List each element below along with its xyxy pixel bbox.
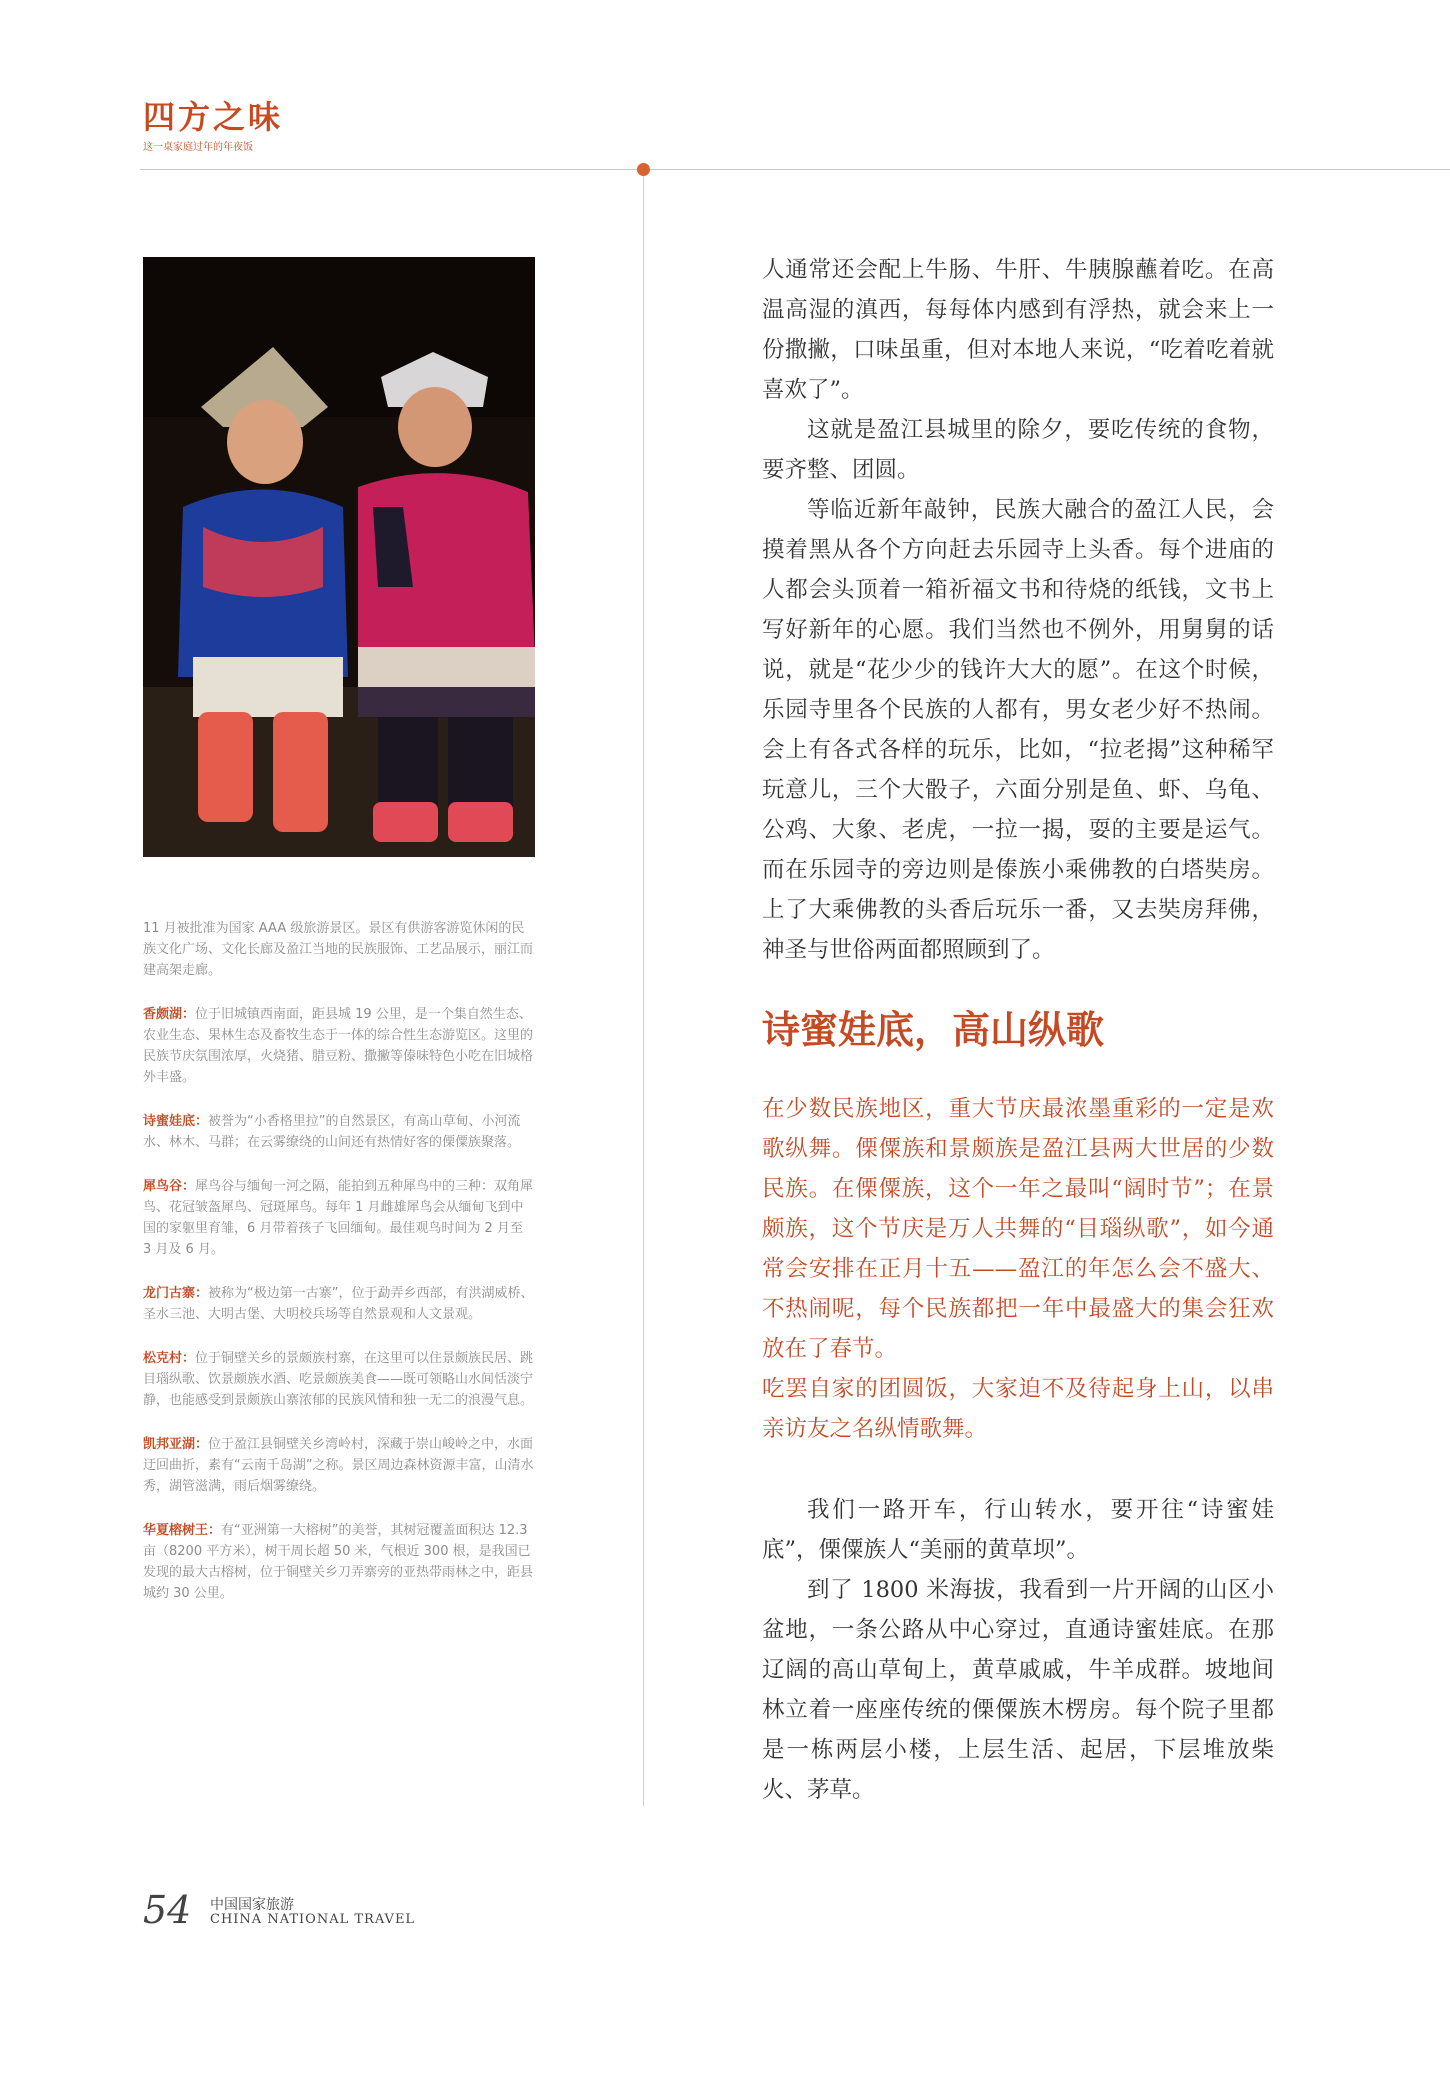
sidebar-entry — [143, 1176, 535, 1260]
entry-term: 华夏榕树王： — [143, 1523, 222, 1538]
children-photo — [143, 257, 535, 857]
article-body-top — [762, 250, 1274, 970]
entry-text: 位于旧城镇西南面，距县城 19 公里，是一个集自然生态、农业生态、果林生态及畜牧生态于一体的综合性生态游览区。这里的民族节庆氛围浓厚，火烧猪、腊豆粉、撒撇等傣味特色小吃在旧城格外丰盛。 — [143, 1007, 534, 1085]
entry-text: 位于铜壁关乡的景颇族村寨，在这里可以住景颇族民居、跳目瑙纵歌、饮景颇族水酒、吃景颇族美食——既可领略山水间恬淡宁静，也能感受到景颇族山寨浓郁的民族风情和独一无二的浪漫气息。 — [143, 1351, 534, 1408]
entry-text: 有“亚洲第一大榕树”的美誉，其树冠覆盖面积达 12.3 亩（8200 平方米），树干周长超 50 米，气根近 300 根，是我国已发现的最大古榕树，位于铜壁关乡刀弄寨旁的亚热带雨林之中，距县城约 30 公里。 — [143, 1523, 534, 1601]
body-paragraph: 人通常还会配上牛肠、牛肝、牛胰腺蘸着吃。在高温高湿的滇西，每每体内感到有浮热，就会来上一份撒撇，口味虽重，但对本地人来说，“吃着吃着就喜欢了”。 — [762, 257, 1274, 403]
article-body-bottom — [762, 1490, 1274, 1810]
entry-text: 被称为“极边第一古寨”，位于勐弄乡西部，有洪湖威桥、圣水三池、大明古堡、大明校兵场等自然景观和人文景观。 — [143, 1286, 534, 1322]
magazine-section-logo — [143, 98, 303, 153]
sidebar-entry — [143, 1004, 535, 1088]
divider-dot — [637, 163, 650, 176]
sidebar-entry — [143, 1111, 535, 1153]
entry-term: 犀鸟谷： — [143, 1179, 196, 1194]
body-paragraph: 到了 1800 米海拔，我看到一片开阔的山区小盆地，一条公路从中心穿过，直通诗蜜娃底。在那辽阔的高山草甸上，黄草戚戚，牛羊成群。坡地间林立着一座座传统的傈僳族木楞房。每个院子里都是一栋两层小楼，上层生活、起居，下层堆放柴火、茅草。 — [762, 1577, 1274, 1803]
intro-paragraph: 在少数民族地区，重大节庆最浓墨重彩的一定是欢歌纵舞。傈僳族和景颇族是盈江县两大世居的少数民族。在傈僳族，这个一年之最叫“阔时节”；在景颇族，这个节庆是万人共舞的“目瑙纵歌”，如今通常会安排在正月十五——盈江的年怎么会不盛大、不热闹呢，每个民族都把一年中最盛大的集会狂欢放在了春节。 — [762, 1096, 1274, 1362]
entry-term: 香颇湖： — [143, 1007, 196, 1022]
sidebar-entry — [143, 1434, 535, 1497]
section-intro — [762, 1089, 1274, 1449]
section-logo-title: 四方之味 — [143, 98, 284, 136]
header-divider — [140, 169, 1450, 170]
page-number: 54 — [143, 1888, 192, 1932]
section-logo-subtitle: 这一桌家庭过年的年夜饭 — [143, 142, 253, 153]
sidebar-intro: 11 月被批准为国家 AAA 级旅游景区。景区有供游客游览休闲的民族文化广场、文化长廊及盈江当地的民族服饰、工艺品展示，丽江而建高架走廊。 — [143, 921, 534, 978]
sidebar-entry — [143, 1348, 535, 1411]
entry-text: 位于盈江县铜壁关乡湾岭村，深藏于崇山峻岭之中，水面迂回曲折，素有“云南千岛湖”之称。景区周边森林资源丰富，山清水秀，湖管滋满，雨后烟雾缭绕。 — [143, 1437, 534, 1494]
entry-term: 龙门古寨： — [143, 1286, 209, 1301]
body-paragraph: 等临近新年敲钟，民族大融合的盈江人民，会摸着黑从各个方向赶去乐园寺上头香。每个进庙的人都会头顶着一箱祈福文书和待烧的纸钱，文书上写好新年的心愿。我们当然也不例外，用舅舅的话说，就是“花少少的钱许大大的愿”。在这个时候，乐园寺里各个民族的人都有，男女老少好不热闹。会上有各式各样的玩乐，比如，“拉老揭”这种稀罕玩意儿，三个大骰子，六面分别是鱼、虾、乌龟、公鸡、大象、老虎，一拉一揭，耍的主要是运气。而在乐园寺的旁边则是傣族小乘佛教的白塔奘房。上了大乘佛教的头香后玩乐一番，又去奘房拜佛，神圣与世俗两面都照顾到了。 — [762, 497, 1274, 963]
entry-term: 凯邦亚湖： — [143, 1437, 209, 1452]
entry-term: 诗蜜娃底： — [143, 1114, 209, 1129]
body-paragraph: 我们一路开车，行山转水，要开往“诗蜜娃底”，傈僳族人“美丽的黄草坝”。 — [762, 1497, 1274, 1563]
body-paragraph: 这就是盈江县城里的除夕，要吃传统的食物，要齐整、团圆。 — [762, 417, 1274, 483]
entry-text: 被誉为“小香格里拉”的自然景区，有高山草甸、小河流水、林木、马群；在云雾缭绕的山间还有热情好客的傈僳族聚落。 — [143, 1114, 521, 1150]
attractions-sidebar — [143, 918, 535, 1627]
magazine-name-en: CHINA NATIONAL TRAVEL — [210, 1912, 416, 1927]
intro-paragraph: 吃罢自家的团圆饭，大家迫不及待起身上山，以串亲访友之名纵情歌舞。 — [762, 1376, 1274, 1442]
entry-text: 犀鸟谷与缅甸一河之隔，能拍到五种犀鸟中的三种：双角犀鸟、花冠皱盔犀鸟、冠斑犀鸟。每年 1 月雌雄犀鸟会从缅甸飞到中国的家躯里育雏，6 月带着孩子飞回缅甸。最佳观鸟时间为 2 月至 3 月及 6 月。 — [143, 1179, 534, 1257]
magazine-name-cn: 中国国家旅游 — [210, 1897, 294, 1913]
sidebar-entry — [143, 1283, 535, 1325]
column-divider — [643, 176, 644, 1806]
entry-term: 松克村： — [143, 1351, 196, 1366]
section-heading: 诗蜜娃底，高山纵歌 — [762, 1007, 1105, 1052]
sidebar-entry — [143, 1520, 535, 1604]
